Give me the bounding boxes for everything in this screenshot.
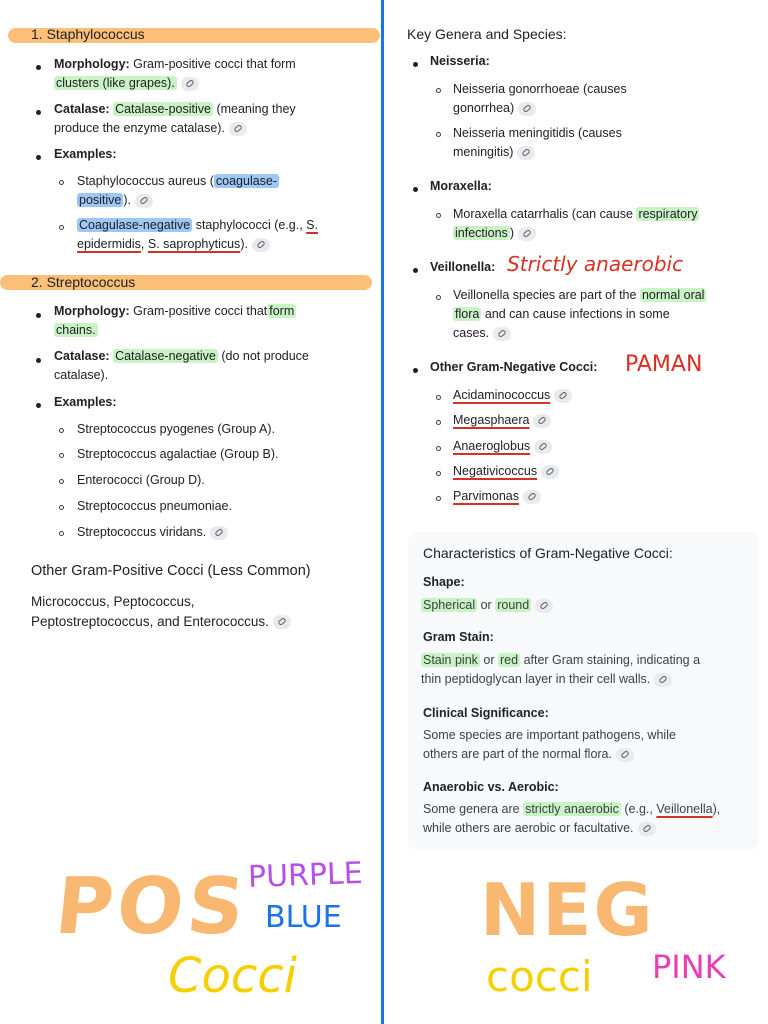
bullet: [36, 403, 41, 408]
gram-stain-label: Gram Stain:: [423, 630, 494, 644]
link-icon[interactable]: [523, 490, 541, 504]
handwritten-cocci: Cocci: [168, 948, 297, 1004]
moraxella-catarrhalis: Moraxella catarrhalis (can cause respiratory infections ): [453, 207, 698, 240]
characteristics-title: Characteristics of Gram-Negative Cocci:: [423, 545, 673, 561]
highlight: clusters (like grapes).: [56, 76, 175, 90]
strep-example: Streptococcus viridans.: [77, 523, 228, 542]
section-title-staphylococcus: 1. Staphylococcus: [31, 26, 145, 42]
sub-bullet: [436, 295, 441, 300]
strep-examples-label: Examples:: [54, 395, 117, 409]
handwritten-blue: BLUE: [265, 900, 342, 935]
link-icon[interactable]: [181, 77, 199, 91]
sub-bullet: [436, 88, 441, 93]
sub-bullet: [59, 505, 64, 510]
shape-text: Spherical or round: [421, 596, 553, 615]
link-icon[interactable]: [638, 822, 656, 836]
sub-bullet: [59, 428, 64, 433]
veillonella-label: Veillonella:: [430, 260, 496, 274]
staph-morphology: Morphology: Gram-positive cocci that form clusters (like grapes).: [54, 57, 296, 90]
handwritten-pink: PINK: [652, 948, 726, 986]
link-icon[interactable]: [252, 238, 270, 252]
gram-negative-genus: Anaeroglobus: [453, 437, 552, 456]
gram-negative-genus: Negativicoccus: [453, 462, 559, 481]
link-icon[interactable]: [616, 748, 634, 762]
link-icon[interactable]: [654, 673, 672, 687]
moraxella-label: Moraxella:: [430, 179, 492, 193]
bullet: [36, 110, 41, 115]
sub-bullet: [59, 531, 64, 536]
gram-negative-genus: Megasphaera: [453, 411, 551, 430]
handwritten-pos: POS: [51, 862, 253, 952]
veillonella-species: Veillonella species are part of the normal oral flora and can cause infections in some cases.: [453, 288, 705, 340]
gram-negative-genus: Acidaminococcus: [453, 386, 572, 405]
strep-example: Streptococcus pneumoniae.: [77, 499, 232, 513]
strep-example: Streptococcus pyogenes (Group A).: [77, 422, 276, 436]
sub-bullet: [436, 213, 441, 218]
handwritten-purple: PURPLE: [247, 856, 364, 895]
sub-bullet: [436, 446, 441, 451]
sub-bullet: [59, 453, 64, 458]
sub-bullet: [436, 471, 441, 476]
link-icon[interactable]: [273, 615, 291, 629]
sub-bullet: [436, 420, 441, 425]
bullet: [36, 358, 41, 363]
bullet: [413, 368, 418, 373]
staph-catalase: Catalase: Catalase-positive (meaning they produce the enzyme catalase).: [54, 102, 296, 135]
link-icon[interactable]: [533, 414, 551, 428]
sub-bullet: [436, 132, 441, 137]
strep-example: Enterococci (Group D).: [77, 473, 205, 487]
link-icon[interactable]: [554, 389, 572, 403]
sub-bullet: [59, 180, 64, 185]
other-gram-positive-title: Other Gram-Positive Cocci (Less Common): [31, 563, 311, 579]
link-icon[interactable]: [534, 440, 552, 454]
strep-example: Streptococcus agalactiae (Group B).: [77, 447, 279, 461]
bullet: [36, 155, 41, 160]
bullet: [413, 62, 418, 67]
bullet: [413, 187, 418, 192]
column-divider: [381, 0, 384, 1024]
link-icon[interactable]: [493, 327, 511, 341]
gram-negative-genus: Parvimonas: [453, 487, 541, 506]
link-icon[interactable]: [535, 599, 553, 613]
morphology-label: Morphology:: [54, 57, 130, 71]
highlight: Catalase-positive: [115, 102, 211, 116]
handwritten-cocci: cocci: [486, 952, 593, 1001]
section-title-streptococcus: 2. Streptococcus: [31, 274, 136, 290]
staph-examples-label: Examples:: [54, 147, 117, 161]
neisseria-label: Neisseria:: [430, 54, 490, 68]
clinical-significance-text: Some species are important pathogens, while others are part of the normal flora.: [423, 728, 676, 761]
sub-bullet: [59, 225, 64, 230]
link-icon[interactable]: [210, 526, 228, 540]
link-icon[interactable]: [135, 194, 153, 208]
staph-example-coag-neg: Coagulase-negative staphylococci (e.g., S. epidermidis, S. saprophyticus).: [77, 218, 318, 251]
link-icon[interactable]: [541, 465, 559, 479]
staph-example-aureus: Staphylococcus aureus ( coagulase- positive ).: [77, 174, 278, 207]
neisseria-gonorrhoeae: Neisseria gonorrhoeae (causes gonorrhea): [453, 82, 627, 115]
key-genera-title: Key Genera and Species:: [407, 26, 567, 42]
handwritten-neg: NEG: [480, 868, 655, 952]
bullet: [413, 268, 418, 273]
shape-label: Shape:: [423, 575, 465, 589]
anaerobic-aerobic-text: Some genera are strictly anaerobic (e.g., Veillonella), while others are aerobic or facultative.: [423, 802, 721, 835]
link-icon[interactable]: [229, 122, 247, 136]
gram-stain-text: Stain pink or red after Gram staining, indicating a thin peptidoglycan layer in their cell walls.: [421, 653, 701, 686]
anaerobic-aerobic-label: Anaerobic vs. Aerobic:: [423, 780, 559, 794]
sub-bullet: [436, 496, 441, 501]
strep-catalase: Catalase: Catalase-negative (do not produce catalase).: [54, 349, 309, 382]
link-icon[interactable]: [518, 227, 536, 241]
sub-bullet: [59, 479, 64, 484]
bullet: [36, 65, 41, 70]
handwritten-strictly-anaerobic: Strictly anaerobic: [507, 252, 684, 276]
link-icon[interactable]: [517, 146, 535, 160]
bullet: [36, 313, 41, 318]
sub-bullet: [436, 395, 441, 400]
neisseria-meningitidis: Neisseria meningitidis (causes meningitis): [453, 126, 622, 159]
link-icon[interactable]: [518, 102, 536, 116]
handwritten-paman: PAMAN: [625, 352, 703, 377]
other-gram-negative-label: Other Gram-Negative Cocci:: [430, 360, 598, 374]
other-gram-positive-text: Micrococcus, Peptococcus, Peptostreptococcus, and Enterococcus.: [31, 592, 371, 632]
strep-morphology: Morphology: Gram-positive cocci that form chains.: [54, 304, 295, 337]
clinical-significance-label: Clinical Significance:: [423, 706, 549, 720]
